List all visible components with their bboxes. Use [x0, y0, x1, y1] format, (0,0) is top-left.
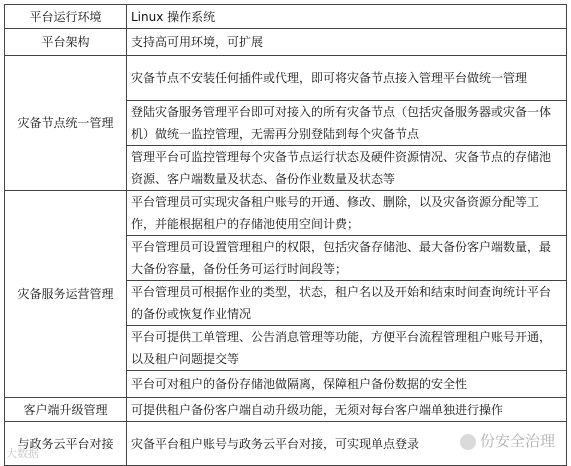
row-value: 管理平台可监控管理每个灾备节点运行状态及硬件资源情况、灾备节点的存储池资源、客户端数量及状态、备份作业数量及状态等	[127, 146, 567, 191]
watermark-left: 大数据	[6, 447, 39, 460]
watermark-text: 份安全治理	[479, 432, 555, 450]
row-key: 灾备节点统一管理	[5, 56, 127, 191]
spec-table	[4, 4, 567, 466]
row-value: 平台可对租户的备份存储池做隔离，保障租户备份数据的安全性	[127, 371, 567, 398]
row-value: 可提供租户备份客户端自动升级功能，无须对每台客户端单独进行操作	[127, 398, 567, 422]
row-value: 登陆灾备服务管理平台即可对接入的所有灾备节点（包括灾备服务器或灾备一体机）做统一监控管理，无需再分别登陆到每个灾备节点	[127, 101, 567, 146]
row-key: 客户端升级管理	[5, 398, 127, 422]
row-value: 平台可提供工单管理、公告消息管理等功能，方便平台流程管理租户账号开通，以及租户问题提交等	[127, 326, 567, 371]
row-key: 灾备服务运营管理	[5, 191, 127, 398]
table-row	[5, 422, 567, 466]
table-row	[5, 191, 567, 236]
row-value: 灾备节点不安装任何插件或代理，即可将灾备节点接入管理平台做统一管理	[127, 56, 567, 101]
row-value: 平台管理员可根据作业的类型，状态，租户名以及开始和结束时间查询统计平台的备份或恢复作业情况	[127, 281, 567, 326]
row-key: 平台架构	[5, 29, 127, 56]
table-row	[5, 29, 567, 56]
row-key: 平台运行环境	[5, 5, 127, 29]
table-row	[5, 398, 567, 422]
table-row	[5, 5, 567, 29]
row-key: 与政务云平台对接	[5, 422, 127, 466]
table-row	[5, 56, 567, 101]
row-value: 支持高可用环境，可扩展	[127, 29, 567, 56]
row-value: 平台管理员可实现灾备租户账号的开通、修改、删除，以及灾备资源分配等工作，并能根据租户的存储池使用空间计费；	[127, 191, 567, 236]
row-value: Linux 操作系统	[127, 5, 567, 29]
row-value: 灾备平台租户账号与政务云平台对接，可实现单点登录	[127, 422, 567, 466]
row-value: 平台管理员可设置管理租户的权限，包括灾备存储池、最大备份客户端数量，最大备份容量，备份任务可运行时间段等；	[127, 236, 567, 281]
